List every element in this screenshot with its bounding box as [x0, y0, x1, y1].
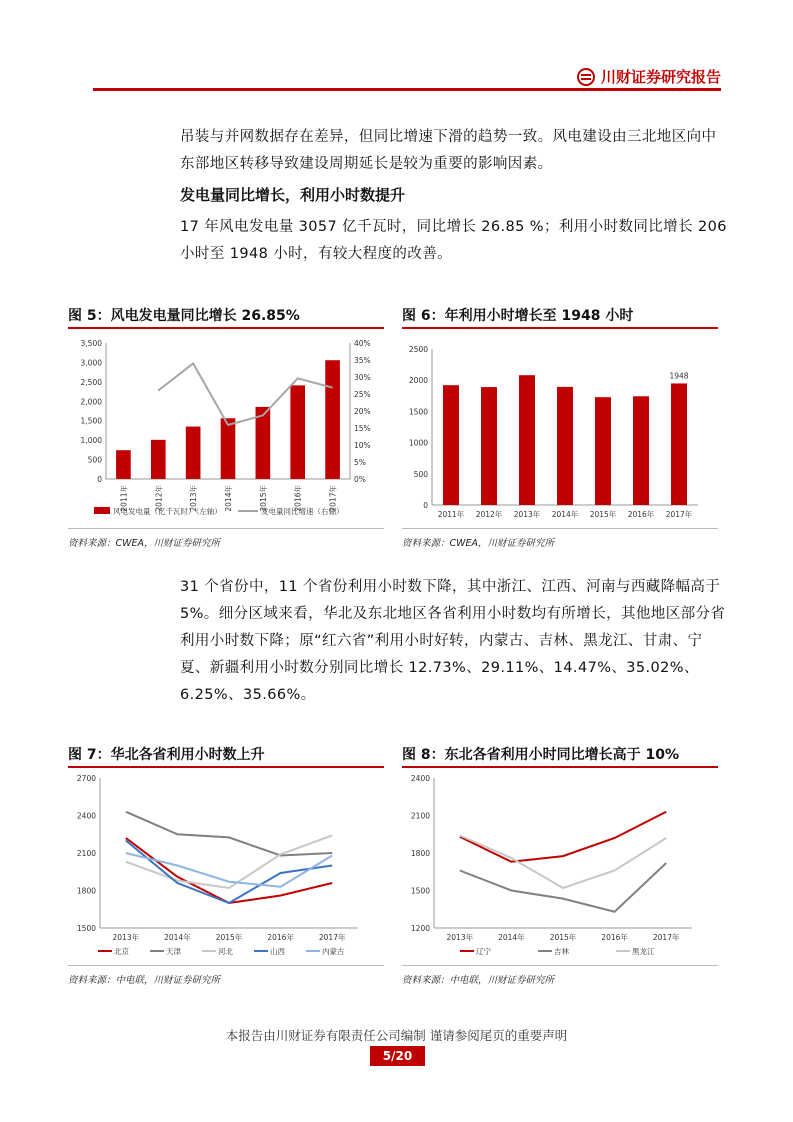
x-tick-label: 2016年 — [601, 933, 628, 942]
chart-fig7 — [68, 768, 384, 961]
figure-6-title: 图 6：年利用小时增长至 1948 小时 — [402, 305, 718, 329]
data-label: 1948 — [669, 371, 689, 381]
y-tick-label-left: 0 — [97, 475, 102, 484]
y-tick-label-left: 3,000 — [80, 358, 102, 368]
legend-label: 北京 — [114, 947, 129, 956]
legend-label: 吉林 — [554, 947, 569, 956]
bar — [221, 418, 236, 479]
y-tick-label-right: 30% — [354, 373, 371, 382]
figure-6-source: 资料来源：CWEA，川财证券研究所 — [402, 538, 555, 549]
y-tick-label-right: 15% — [354, 424, 371, 433]
series-line — [126, 841, 332, 904]
series-line — [126, 812, 332, 856]
page-number: 5/20 — [370, 1046, 425, 1066]
x-tick-label: 2013年 — [513, 510, 541, 519]
figure-8 — [402, 744, 718, 986]
y-tick-label-left: 3,500 — [80, 339, 102, 348]
x-tick-label: 2015年 — [549, 933, 577, 942]
section-subheading: 发电量同比增长，利用小时数提升 — [180, 186, 406, 204]
bar — [519, 375, 535, 505]
chart-fig6 — [402, 329, 718, 524]
brand-header — [577, 66, 721, 87]
y-tick-label-right: 0% — [354, 475, 366, 484]
x-tick-label: 2013年 — [189, 485, 199, 512]
bar — [116, 450, 131, 479]
bar — [443, 385, 459, 505]
y-tick-label: 1200 — [410, 924, 430, 933]
bar — [290, 385, 305, 479]
bar — [151, 440, 166, 479]
header-rule — [93, 88, 721, 91]
x-tick-label: 2015年 — [215, 933, 243, 942]
figure-5-source: 资料来源：CWEA，川财证券研究所 — [68, 538, 221, 549]
y-tick-label: 500 — [413, 469, 428, 479]
y-tick-label-left: 500 — [87, 455, 102, 465]
chart-fig5 — [68, 329, 384, 524]
figure-8-title: 图 8：东北各省利用小时同比增长高于 10% — [402, 744, 718, 768]
bar — [671, 383, 687, 505]
y-tick-label-right: 40% — [354, 339, 371, 348]
x-tick-label: 2017年 — [328, 485, 338, 512]
series-line — [460, 812, 666, 862]
bar — [633, 396, 649, 505]
y-tick-label-left: 2,000 — [80, 397, 102, 407]
paragraph-1: 吊装与并网数据存在差异，但同比增速下滑的趋势一致。风电建设由三北地区向中东部地区转移导致建设周期延长是较为重要的影响因素。 — [180, 129, 717, 172]
x-tick-label: 2011年 — [119, 485, 129, 512]
y-tick-label-right: 10% — [354, 441, 371, 450]
y-tick-label: 1500 — [408, 407, 428, 417]
brand-name: 川财证券研究报告 — [600, 68, 721, 86]
bar — [595, 397, 611, 505]
x-tick-label: 2012年 — [475, 510, 503, 519]
x-tick-label: 2015年 — [258, 485, 268, 512]
paragraph-2: 17 年风电发电量 3057 亿千瓦时，同比增长 26.85 %；利用小时数同比增长 206 小时至 1948 小时，有较大程度的改善。 — [180, 219, 727, 262]
x-tick-label: 2016年 — [627, 510, 655, 519]
legend-label: 天津 — [166, 947, 181, 956]
y-tick-label: 1800 — [410, 849, 430, 858]
x-tick-label: 2014年 — [551, 510, 579, 519]
footer-disclaimer: 本报告由川财证券有限责任公司编制 谨请参阅尾页的重要声明 — [225, 1028, 568, 1043]
x-tick-label: 2014年 — [224, 485, 233, 512]
x-tick-label: 2015年 — [589, 510, 617, 519]
y-tick-label: 2000 — [408, 376, 428, 386]
y-tick-label-right: 25% — [354, 390, 371, 399]
figure-6 — [402, 305, 718, 549]
x-tick-label: 2012年 — [154, 485, 164, 512]
bar — [186, 427, 201, 479]
y-tick-label-right: 5% — [354, 458, 366, 467]
y-tick-label: 1000 — [408, 438, 428, 448]
x-tick-label: 2017年 — [318, 933, 346, 942]
y-tick-label: 2400 — [410, 774, 430, 783]
x-tick-label: 2014年 — [164, 933, 191, 942]
y-tick-label-right: 35% — [354, 356, 371, 365]
y-tick-label: 1800 — [76, 886, 96, 896]
x-tick-label: 2013年 — [446, 933, 474, 942]
x-tick-label: 2013年 — [112, 933, 140, 942]
y-tick-label: 1500 — [410, 886, 430, 896]
series-line — [158, 363, 332, 425]
legend-label: 内蒙古 — [322, 947, 345, 956]
y-tick-label: 0 — [423, 501, 428, 510]
legend-swatch-bar — [94, 507, 110, 514]
figure-5 — [68, 305, 384, 549]
y-tick-label: 2700 — [76, 774, 96, 783]
y-tick-label: 2500 — [408, 345, 428, 354]
bar — [557, 387, 573, 505]
y-tick-label-left: 1,500 — [80, 416, 102, 426]
figure-7 — [68, 744, 384, 986]
figure-5-title: 图 5：风电发电量同比增长 26.85% — [68, 305, 384, 329]
y-tick-label: 2400 — [76, 811, 96, 821]
y-tick-label-left: 1,000 — [80, 436, 102, 446]
x-tick-label: 2016年 — [293, 485, 303, 512]
x-tick-label: 2014年 — [498, 933, 525, 942]
x-tick-label: 2017年 — [652, 933, 680, 942]
figure-7-source: 资料来源：中电联，川财证券研究所 — [68, 975, 221, 986]
legend-label: 河北 — [218, 947, 233, 956]
series-line — [460, 836, 666, 889]
y-tick-label-left: 2,500 — [80, 377, 102, 387]
bar — [481, 387, 497, 505]
y-tick-label: 2100 — [76, 849, 96, 858]
legend-label: 黑龙江 — [632, 947, 655, 956]
y-tick-label: 2100 — [410, 811, 430, 821]
figure-8-source: 资料来源：中电联，川财证券研究所 — [402, 975, 555, 986]
bar — [325, 360, 340, 479]
legend-label: 山西 — [270, 947, 285, 956]
x-tick-label: 2017年 — [665, 510, 693, 519]
figure-7-title: 图 7：华北各省利用小时数上升 — [68, 744, 384, 768]
legend-label: 发电量同比增速（右轴） — [261, 507, 344, 516]
y-tick-label: 1500 — [76, 924, 96, 933]
x-tick-label: 2016年 — [267, 933, 294, 942]
y-tick-label-right: 20% — [354, 407, 371, 416]
legend-label: 辽宁 — [476, 947, 491, 956]
legend-label: 风电发电量（亿千瓦时）（左轴） — [113, 507, 222, 516]
chart-fig8 — [402, 768, 718, 961]
paragraph-3: 31 个省份中，11 个省份利用小时数下降，其中浙江、江西、河南与西藏降幅高于 5%。细分区域来看，华北及东北地区各省利用小时数均有所增长，其他地区部分省利用小时数下降；原“红六省”利用小时好转，内蒙古、吉林、黑龙江、甘肃、宁夏、新疆利用小时数分别同比增长 12.73%、29.11%、14.47%、35.02%、6.25%、35.66%。 — [180, 579, 726, 703]
brand-logo-icon — [577, 68, 595, 86]
x-tick-label: 2011年 — [437, 510, 465, 519]
